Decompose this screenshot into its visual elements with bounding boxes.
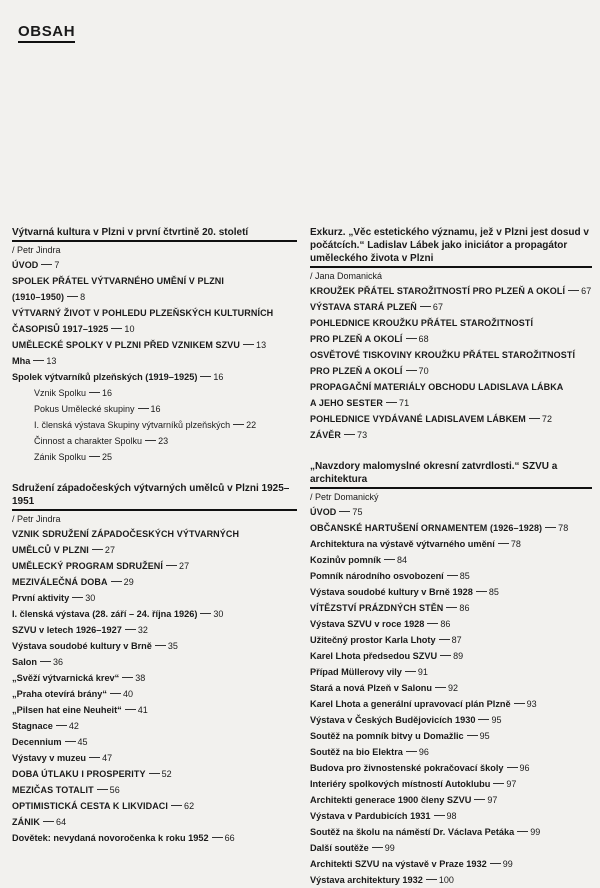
entry-title: Pomník národního osvobození: [310, 571, 444, 581]
toc-entry: [310, 395, 592, 411]
entry-title: Mha: [12, 356, 31, 366]
toc-entry: [310, 632, 592, 648]
page-number: 66: [224, 833, 235, 843]
page-dash: [406, 370, 417, 371]
page-number: 27: [104, 545, 116, 555]
entry-title: VZNIK SDRUŽENÍ ZÁPADOČESKÝCH VÝTVARNÝCH: [12, 529, 240, 539]
entry-title: SPOLEK PŘÁTEL VÝTVARNÉHO UMĚNÍ V PLZNI: [12, 276, 224, 286]
page-number: 72: [541, 414, 553, 424]
toc-entry: [12, 257, 297, 273]
page-dash: [434, 815, 445, 816]
page-dash: [89, 392, 100, 393]
toc-entry: [310, 379, 592, 395]
page-number: 16: [102, 388, 113, 398]
toc-entry: [12, 417, 297, 433]
toc-entry: [310, 283, 592, 299]
toc-entry: [310, 744, 592, 760]
entry-title: Karel Lhota předsedou SZVU: [310, 651, 438, 661]
entry-title: „Svěží výtvarnická krev“: [12, 673, 120, 683]
entry-title: Karel Lhota a generální upravovací plán Plzně: [310, 699, 511, 709]
toc-entry: [310, 616, 592, 632]
page-number: 32: [137, 625, 148, 635]
entry-title: VÝSTAVA STARÁ PLZEŇ: [310, 302, 417, 312]
toc-entry: [310, 552, 592, 568]
page-number: 41: [137, 705, 148, 715]
page-number: 96: [418, 747, 429, 757]
section-title: Exkurz. „Věc estetického významu, jež v Plzni jest dosud v počátcích.“ Ladislav Lábek jako iniciátor a propagátor uměleckého života v Plzni: [310, 226, 592, 268]
entry-title: Užitečný prostor Karla Lhoty: [310, 635, 436, 645]
entry-title: Decennium: [12, 737, 62, 747]
page-dash: [490, 863, 501, 864]
page-dash: [155, 645, 166, 646]
toc-entry: [12, 574, 297, 590]
page-number: 40: [122, 689, 133, 699]
toc-entry: [12, 385, 297, 401]
entry-title: A JEHO SESTER: [310, 398, 383, 408]
page-dash: [406, 751, 417, 752]
page-number: 92: [448, 683, 459, 693]
toc-entry: [12, 289, 297, 305]
toc-entry: [310, 520, 592, 536]
page-number: 85: [488, 587, 499, 597]
page-dash: [507, 767, 518, 768]
page-number: 97: [487, 795, 498, 805]
page-dash: [339, 511, 350, 512]
page-number: 78: [510, 539, 521, 549]
page-title: OBSAH: [18, 24, 75, 43]
toc-entry: [12, 401, 297, 417]
page-dash: [92, 549, 103, 550]
page-dash: [476, 591, 487, 592]
page-number: 29: [123, 577, 134, 587]
page-number: 67: [581, 286, 592, 296]
entry-title: DOBA ÚTLAKU I PROSPERITY: [12, 769, 146, 779]
entry-title: Budova pro živnostenské pokračovací školy: [310, 763, 504, 773]
toc-entry: [12, 734, 297, 750]
toc-entry: [310, 600, 592, 616]
page-dash: [406, 338, 417, 339]
entry-title: SZVU v letech 1926–1927: [12, 625, 122, 635]
toc-entry: [12, 305, 297, 321]
entry-title: Výstava SZVU v roce 1928: [310, 619, 425, 629]
page-dash: [439, 639, 450, 640]
page-number: 100: [438, 875, 454, 885]
page-number: 78: [558, 523, 569, 533]
entry-title: UMĚLECKÝ PROGRAM SDRUŽENÍ: [12, 561, 164, 571]
toc-entry: [310, 648, 592, 664]
page-number: 84: [396, 555, 407, 565]
page-dash: [405, 671, 416, 672]
page-dash: [89, 757, 100, 758]
entry-title: POHLEDNICE VYDÁVANÉ LADISLAVEM LÁBKEM: [310, 414, 526, 424]
page-number: 95: [479, 731, 490, 741]
page-dash: [493, 783, 504, 784]
page-number: 64: [56, 817, 67, 827]
page-dash: [344, 434, 355, 435]
page-dash: [43, 821, 54, 822]
entry-title: Výstava v Pardubicích 1931: [310, 811, 431, 821]
entry-title: Další soutěže: [310, 843, 369, 853]
page-dash: [97, 789, 108, 790]
toc-entry: [12, 558, 297, 574]
toc-entry: [12, 814, 297, 830]
entry-title: OSVĚTOVÉ TISKOVINY KROUŽKU PŘÁTEL STAROŽITNOSTÍ: [310, 350, 576, 360]
page-number: 71: [398, 398, 410, 408]
page-dash: [440, 655, 451, 656]
page-number: 47: [102, 753, 113, 763]
section-title: Výtvarná kultura v Plzni v první čtvrtině 20. století: [12, 226, 297, 242]
page-dash: [166, 565, 177, 566]
page-number: 13: [46, 356, 57, 366]
page-dash: [110, 693, 121, 694]
toc-entry: [310, 712, 592, 728]
toc-entry: [310, 824, 592, 840]
page-number: 97: [506, 779, 517, 789]
page-dash: [517, 831, 528, 832]
page-dash: [243, 344, 254, 345]
page-dash: [200, 613, 211, 614]
toc-entry: [12, 782, 297, 798]
entry-title: POHLEDNICE KROUŽKU PŘÁTEL STAROŽITNOSTÍ: [310, 318, 534, 328]
page-number: 99: [530, 827, 541, 837]
page-number: 42: [68, 721, 79, 731]
page-number: 70: [418, 366, 429, 376]
page-dash: [233, 424, 244, 425]
page-dash: [212, 837, 223, 838]
entry-title: Výstava soudobé kultury v Brně: [12, 641, 152, 651]
page-dash: [125, 709, 136, 710]
page-dash: [446, 607, 457, 608]
entry-title: Výstava v Českých Budějovicích 1930: [310, 715, 476, 725]
entry-title: Soutěž na bio Elektra: [310, 747, 403, 757]
page-dash: [545, 527, 556, 528]
entry-title: Výstava architektury 1932: [310, 875, 423, 885]
page-number: 98: [446, 811, 457, 821]
page-number: 87: [451, 635, 462, 645]
toc-entry: [310, 504, 592, 520]
page-dash: [474, 799, 485, 800]
toc-entry: [12, 622, 297, 638]
toc-section: [310, 226, 592, 443]
toc-entry: [12, 702, 297, 718]
entry-title: Stagnace: [12, 721, 53, 731]
page-number: 30: [85, 593, 96, 603]
toc-entry: [12, 766, 297, 782]
toc-entry: [12, 433, 297, 449]
page-number: 99: [502, 859, 513, 869]
page-number: 86: [440, 619, 451, 629]
page-dash: [125, 629, 136, 630]
entry-title: I. členská výstava Skupiny výtvarníků plzeňských: [34, 420, 231, 430]
page-number: 89: [453, 651, 464, 661]
page-dash: [122, 677, 133, 678]
page-number: 25: [102, 452, 113, 462]
toc-section: [12, 482, 297, 846]
entry-title: ČASOPISŮ 1917–1925: [12, 324, 109, 334]
toc-entry: [310, 315, 592, 331]
page-number: 56: [109, 785, 120, 795]
page-dash: [40, 661, 51, 662]
entry-title: VÍTĚZSTVÍ PRÁZDNÝCH STĚN: [310, 603, 444, 613]
section-title: Sdružení západočeských výtvarných umělců v Plzni 1925–1951: [12, 482, 297, 511]
page-dash: [514, 703, 525, 704]
toc-entry: [12, 369, 297, 385]
toc-section: [12, 226, 297, 465]
page-dash: [427, 623, 438, 624]
entry-title: Vznik Spolku: [34, 388, 87, 398]
entry-title: Výstavy v muzeu: [12, 753, 87, 763]
toc-entry: [310, 792, 592, 808]
entry-title: Soutěž na školu na náměstí Dr. Václava Petáka: [310, 827, 515, 837]
entry-title: UMĚLECKÉ SPOLKY V PLZNI PŘED VZNIKEM SZVU: [12, 340, 240, 350]
entry-title: Pokus Umělecké skupiny: [34, 404, 135, 414]
entry-title: PRO PLZEŇ A OKOLÍ: [310, 366, 403, 376]
page-number: 93: [526, 699, 537, 709]
toc-entry: [12, 830, 297, 846]
page-dash: [89, 456, 100, 457]
entry-title: Architektura na výstavě výtvarného umění: [310, 539, 495, 549]
page-dash: [171, 805, 182, 806]
page-dash: [111, 328, 122, 329]
entry-title: Stará a nová Plzeň v Salonu: [310, 683, 433, 693]
toc-entry: [12, 798, 297, 814]
page-dash: [138, 408, 149, 409]
page-dash: [426, 879, 437, 880]
toc-entry: [310, 872, 592, 888]
page-dash: [372, 847, 383, 848]
toc-entry: [12, 718, 297, 734]
page-dash: [384, 559, 395, 560]
section-author: / Petr Domanický: [310, 492, 379, 502]
page-dash: [447, 575, 458, 576]
entry-title: „Pilsen hat eine Neuheit“: [12, 705, 122, 715]
entry-title: „Praha otevírá brány“: [12, 689, 107, 699]
toc-entry: [12, 686, 297, 702]
page-number: 86: [459, 603, 470, 613]
entry-title: Soutěž na pomník bitvy u Domažlic: [310, 731, 464, 741]
page-number: 27: [179, 561, 190, 571]
page-dash: [111, 581, 122, 582]
page-number: 52: [161, 769, 172, 779]
page-dash: [435, 687, 446, 688]
page-dash: [529, 418, 540, 419]
toc-entry: [12, 590, 297, 606]
entry-title: PRO PLZEŇ A OKOLÍ: [310, 334, 403, 344]
page-number: 7: [54, 260, 60, 270]
page-number: 10: [124, 324, 135, 334]
page-number: 16: [213, 372, 224, 382]
toc-entry: [12, 273, 297, 289]
page-number: 38: [135, 673, 146, 683]
page-dash: [67, 296, 78, 297]
page-dash: [386, 402, 397, 403]
toc-entry: [310, 347, 592, 363]
toc-entry: [310, 696, 592, 712]
entry-title: MEZIVÁLEČNÁ DOBA: [12, 577, 108, 587]
page-number: 35: [167, 641, 178, 651]
page-number: 95: [491, 715, 502, 725]
section-author: / Petr Jindra: [12, 245, 61, 255]
page-dash: [420, 306, 431, 307]
page-dash: [478, 719, 489, 720]
toc-right-column: [310, 226, 592, 888]
section-title: „Navzdory malomyslné okresní zatvrdlosti.“ SZVU a architektura: [310, 460, 592, 489]
toc-entry: [310, 840, 592, 856]
entry-title: I. členská výstava (28. září – 24. října 1926): [12, 609, 198, 619]
page-number: 85: [459, 571, 470, 581]
page-number: 91: [417, 667, 428, 677]
page-dash: [498, 543, 509, 544]
toc-entry: [12, 321, 297, 337]
entry-title: Případ Müllerovy vily: [310, 667, 402, 677]
entry-title: ZÁNIK: [12, 817, 40, 827]
page-number: 68: [418, 334, 429, 344]
entry-title: VÝTVARNÝ ŽIVOT V POHLEDU PLZEŇSKÝCH KULTURNÍCH: [12, 308, 274, 318]
toc-entry: [12, 750, 297, 766]
page-dash: [145, 440, 156, 441]
entry-title: OPTIMISTICKÁ CESTA K LIKVIDACI: [12, 801, 168, 811]
toc-entry: [12, 638, 297, 654]
entry-title: (1910–1950): [12, 292, 65, 302]
page-dash: [56, 725, 67, 726]
page-number: 45: [77, 737, 88, 747]
page-number: 30: [213, 609, 224, 619]
entry-title: Interiéry spolkových místností Autoklubu: [310, 779, 491, 789]
toc-entry: [310, 363, 592, 379]
toc-entry: [310, 536, 592, 552]
entry-title: ZÁVĚR: [310, 430, 342, 440]
section-author: / Petr Jindra: [12, 514, 61, 524]
toc-entry: [12, 526, 297, 542]
entry-title: ÚVOD: [310, 507, 337, 517]
page-number: 16: [150, 404, 161, 414]
section-author: / Jana Domanická: [310, 271, 383, 281]
toc-entry: [310, 808, 592, 824]
entry-title: PROPAGAČNÍ MATERIÁLY OBCHODU LADISLAVA LÁBKA: [310, 382, 564, 392]
toc-entry: [12, 654, 297, 670]
toc-entry: [310, 728, 592, 744]
entry-title: Salon: [12, 657, 38, 667]
entry-title: ÚVOD: [12, 260, 39, 270]
toc-entry: [310, 664, 592, 680]
toc-entry: [310, 760, 592, 776]
page-number: 23: [158, 436, 169, 446]
page-number: 73: [357, 430, 368, 440]
page-number: 62: [184, 801, 195, 811]
toc-entry: [310, 568, 592, 584]
page-number: 36: [53, 657, 64, 667]
page-dash: [149, 773, 160, 774]
page-dash: [467, 735, 478, 736]
toc-entry: [12, 353, 297, 369]
page-dash: [65, 741, 76, 742]
entry-title: Architekti generace 1900 členy SZVU: [310, 795, 472, 805]
page-dash: [33, 360, 44, 361]
entry-title: KROUŽEK PŘÁTEL STAROŽITNOSTÍ PRO PLZEŇ A OKOLÍ: [310, 286, 566, 296]
toc-section: [310, 460, 592, 888]
page-dash: [72, 597, 83, 598]
page-number: 22: [246, 420, 257, 430]
page-number: 13: [255, 340, 267, 350]
page-number: 75: [352, 507, 363, 517]
entry-title: Kozinův pomník: [310, 555, 381, 565]
page-number: 96: [519, 763, 530, 773]
toc-entry: [310, 331, 592, 347]
toc-entry: [12, 542, 297, 558]
page-dash: [568, 290, 579, 291]
entry-title: Činnost a charakter Spolku: [34, 436, 143, 446]
entry-title: UMĚLCŮ V PLZNI: [12, 545, 89, 555]
toc-entry: [310, 776, 592, 792]
toc-entry: [310, 680, 592, 696]
page-dash: [200, 376, 211, 377]
entry-title: Architekti SZVU na výstavě v Praze 1932: [310, 859, 487, 869]
toc-entry: [310, 584, 592, 600]
toc-entry: [12, 606, 297, 622]
page-number: 67: [432, 302, 444, 312]
entry-title: Dovětek: nevydaná novoročenka k roku 1952: [12, 833, 209, 843]
toc-entry: [310, 411, 592, 427]
toc-entry: [310, 427, 592, 443]
entry-title: MEZIČAS TOTALIT: [12, 785, 94, 795]
toc-entry: [12, 337, 297, 353]
page-number: 99: [384, 843, 395, 853]
page-number: 8: [80, 292, 86, 302]
toc-entry: [12, 670, 297, 686]
entry-title: První aktivity: [12, 593, 70, 603]
entry-title: Spolek výtvarníků plzeňských (1919–1925): [12, 372, 198, 382]
toc-entry: [310, 856, 592, 872]
entry-title: Zánik Spolku: [34, 452, 87, 462]
toc-left-column: [12, 226, 297, 846]
entry-title: Výstava soudobé kultury v Brně 1928: [310, 587, 473, 597]
toc-entry: [12, 449, 297, 465]
page-dash: [41, 264, 52, 265]
toc-entry: [310, 299, 592, 315]
entry-title: OBČANSKÉ HARTUŠENÍ ORNAMENTEM (1926–1928): [310, 523, 543, 533]
